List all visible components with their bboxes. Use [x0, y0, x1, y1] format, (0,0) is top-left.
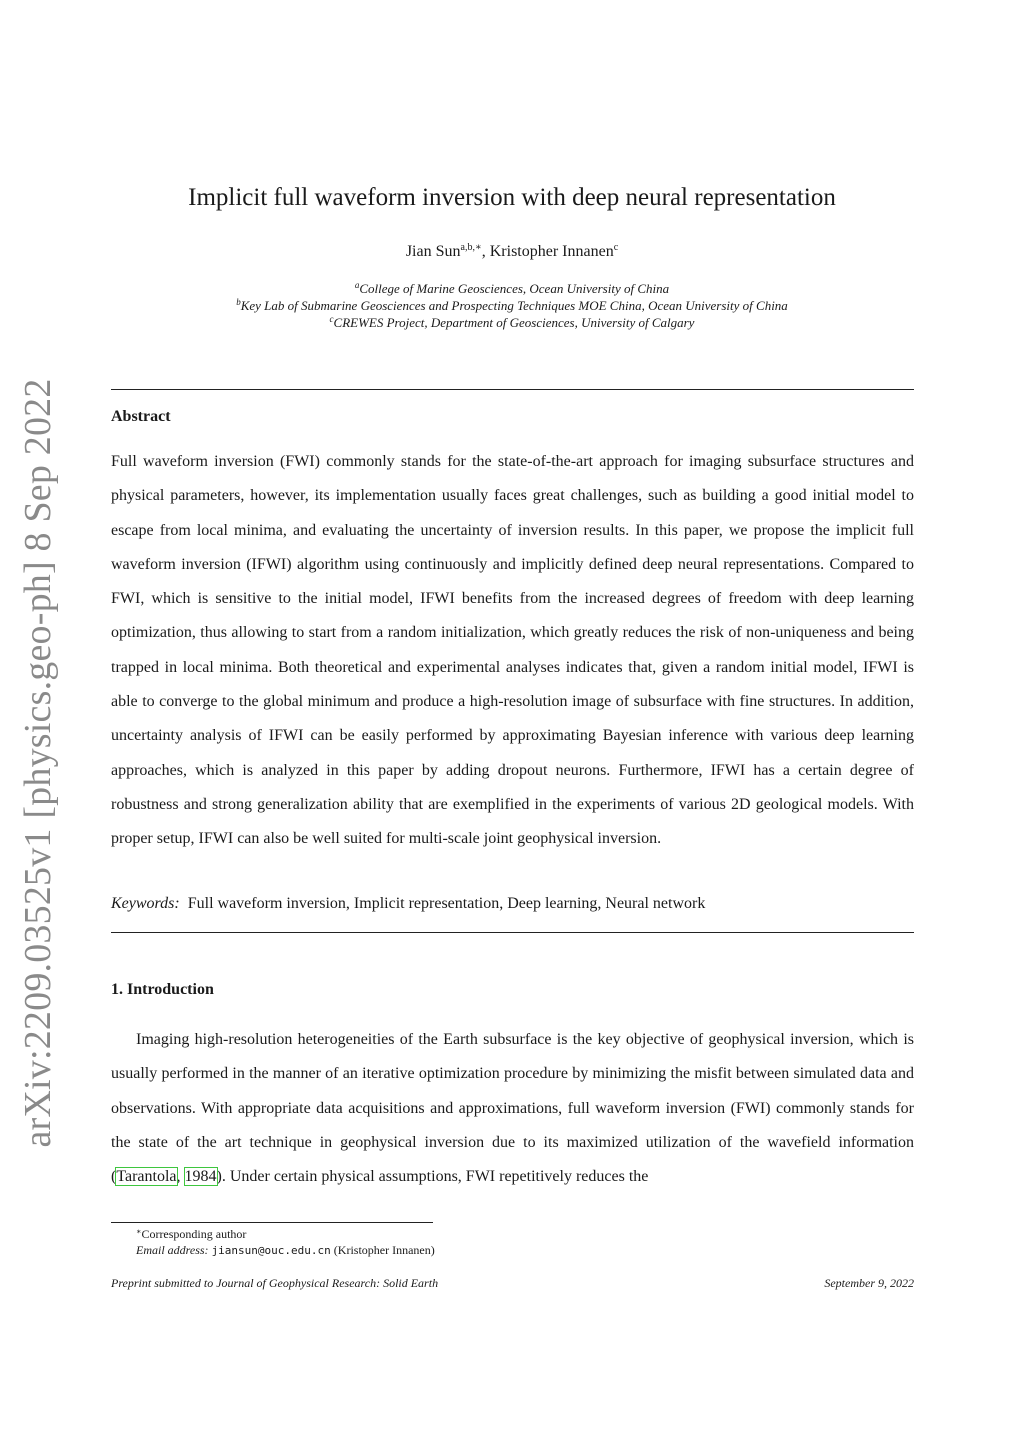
- section-heading-introduction: 1. Introduction: [111, 981, 214, 998]
- author-name: Kristopher Innanen: [489, 243, 614, 260]
- author-affiliation-marks: a,b,∗: [460, 242, 482, 253]
- keywords-label: Keywords:: [111, 895, 180, 912]
- footnote-corresponding-text: Corresponding author: [141, 1227, 247, 1241]
- introduction-text-continued: ). Under certain physical assumptions, FWI repetitively reduces the: [216, 1168, 649, 1186]
- affiliation-text: CREWES Project, Department of Geosciences, University of Calgary: [333, 315, 695, 330]
- keywords-text: Full waveform inversion, Implicit representation, Deep learning, Neural network: [187, 895, 706, 912]
- footer-journal: Preprint submitted to Journal of Geophysical Research: Solid Earth: [111, 1276, 439, 1290]
- abstract-body: Full waveform inversion (FWI) commonly stands for the state-of-the-art approach for imaging subsurface structures and physical parameters, however, its implementation usually faces great challenges, such as building a good initial model to escape from local minima, and evaluating the uncertainty of inversion results. In this paper, we propose the implicit full waveform inversion (IFWI) algorithm using continuously and implicitly defined deep neural representations. Compared to FWI, which is sensitive to the initial model, IFWI benefits from the increased degrees of freedom with deep learning optimization, thus allowing to start from a random initialization, which greatly reduces the risk of non-uniqueness and being trapped in local minima. Both theoretical and experimental analyses indicates that, given a random initial model, IFWI is able to converge to the global minimum and produce a high-resolution image of subsurface with fine structures. In addition, uncertainty analysis of IFWI can be easily performed by approximating Bayesian inference with various deep learning approaches, which is analyzed in this paper by adding dropout neurons. Furthermore, IFWI has a certain degree of robustness and strong generalization ability that are exemplified in the experiments of various 2D geological models. With proper setup, IFWI can also be well suited for multi-scale joint geophysical inversion.: [111, 453, 914, 848]
- footnote-email-name: (Kristopher Innanen): [330, 1243, 435, 1257]
- introduction-text: Imaging high-resolution heterogeneities of the Earth subsurface is the key objective of geophysical inversion, which is usually performed in the manner of an iterative optimization procedure by minimizing the misfit between simulated data and observations. With appropriate data acquisitions and approximations, full waveform inversion (FWI) commonly stands for the state of the art technique in geophysical inversion due to its maximized utilization of the wavefield information (: [111, 1031, 914, 1186]
- footnote-email-line: [136, 1243, 435, 1258]
- introduction-body: [111, 1023, 914, 1194]
- author-affiliation-marks: c: [613, 242, 619, 253]
- affiliation-line: [0, 281, 1024, 297]
- footnote-mark: ∗: [136, 1227, 142, 1236]
- citation-link-year[interactable]: 1984: [184, 1168, 217, 1186]
- footnote-corresponding: [136, 1227, 246, 1242]
- footnote-rule: [111, 1222, 433, 1223]
- author-separator: ,: [481, 243, 490, 260]
- affiliation-line: [0, 315, 1024, 331]
- footnote-email-address[interactable]: jiansun@ouc.edu.cn: [211, 1244, 331, 1257]
- affiliation-mark: a: [354, 280, 360, 290]
- affiliation-mark: b: [236, 297, 241, 307]
- keywords-line: [111, 895, 705, 913]
- author-name: Jian Sun: [405, 243, 461, 260]
- abstract-top-rule: [111, 389, 914, 390]
- author-list: [0, 243, 1024, 261]
- footer-date: September 9, 2022: [824, 1276, 914, 1290]
- affiliation-text: College of Marine Geosciences, Ocean University of China: [359, 281, 670, 296]
- footnote-email-label: Email address:: [136, 1243, 209, 1257]
- arxiv-identifier-watermark: arXiv:2209.03525v1 [physics.geo-ph] 8 Sep 2022: [17, 378, 59, 1148]
- citation-link-author[interactable]: Tarantola: [116, 1168, 177, 1186]
- citation-separator: ,: [176, 1168, 185, 1186]
- paper-title: Implicit full waveform inversion with deep neural representation: [188, 184, 836, 211]
- affiliation-mark: c: [329, 314, 334, 324]
- affiliation-line: [0, 298, 1024, 314]
- abstract-heading: Abstract: [111, 408, 171, 425]
- affiliation-text: Key Lab of Submarine Geosciences and Prospecting Techniques MOE China, Ocean University of China: [240, 298, 788, 313]
- abstract-bottom-rule: [111, 932, 914, 933]
